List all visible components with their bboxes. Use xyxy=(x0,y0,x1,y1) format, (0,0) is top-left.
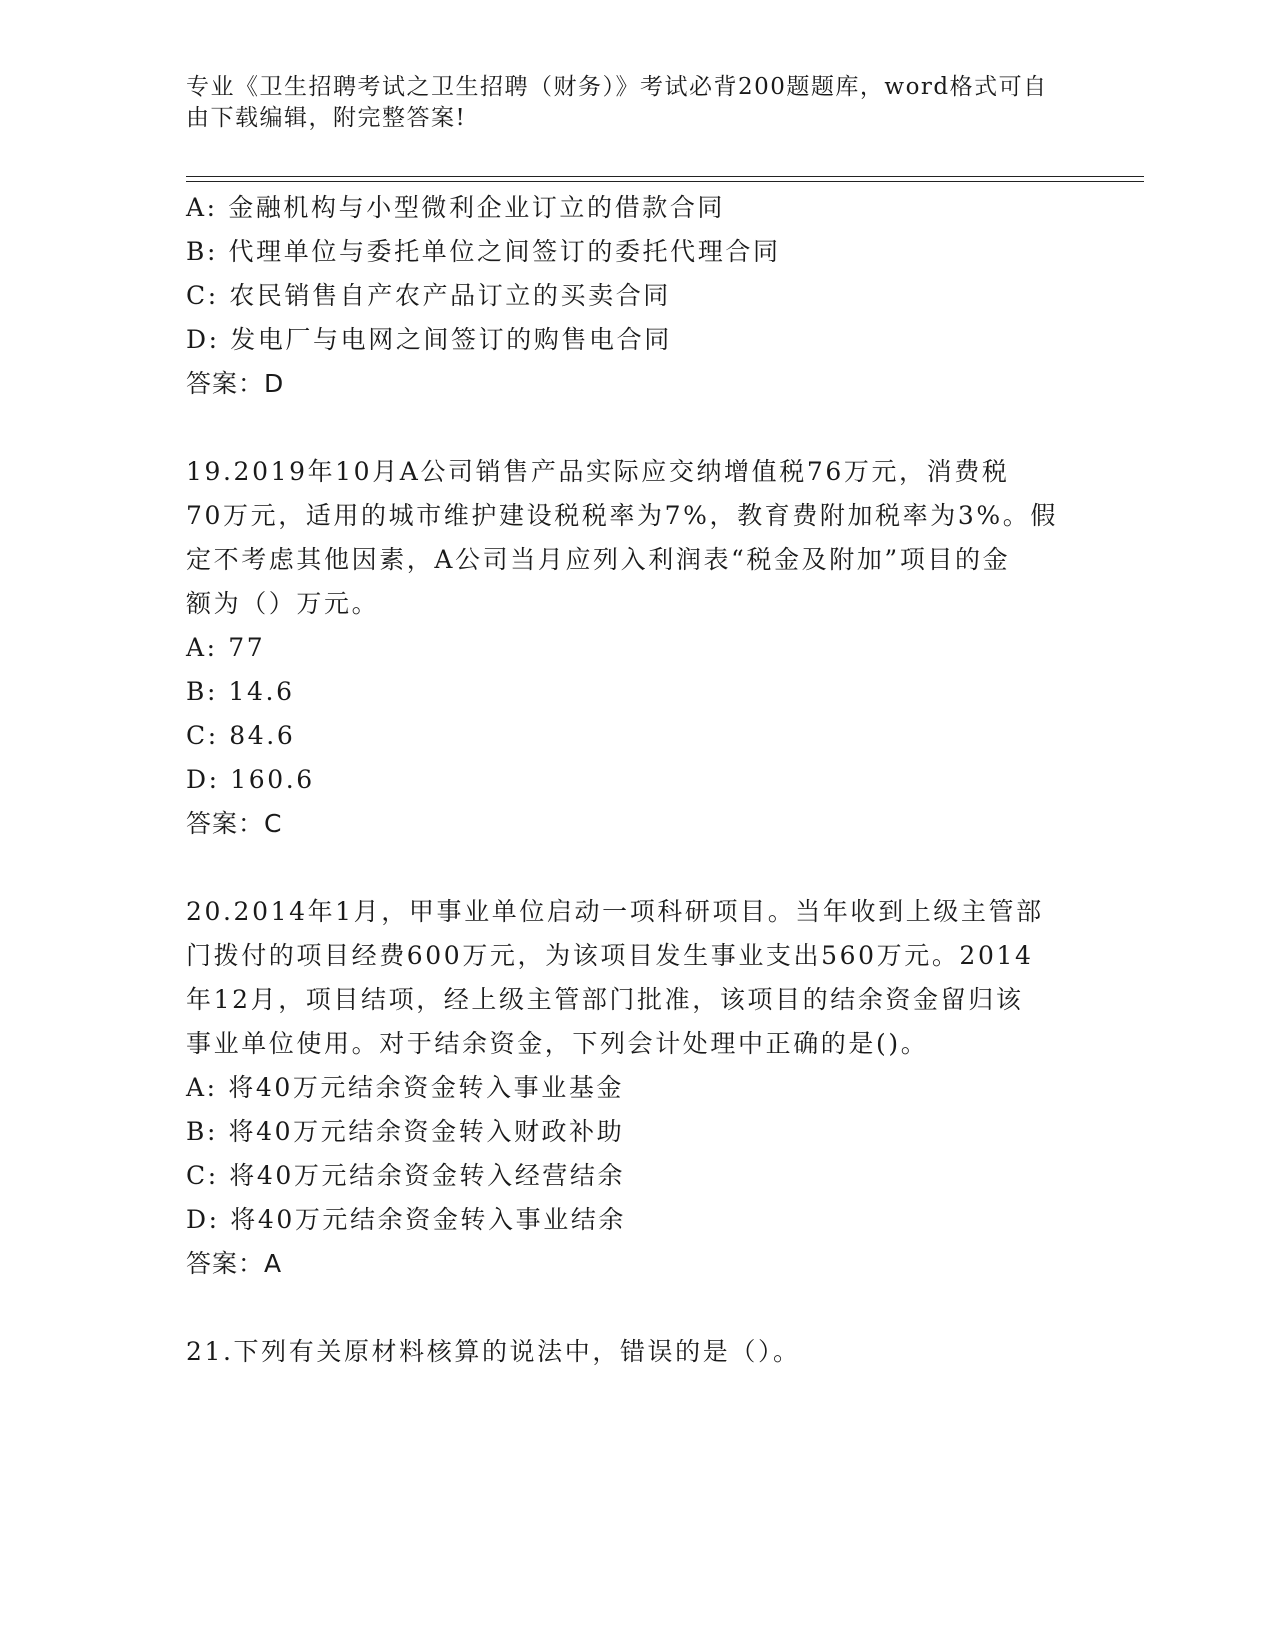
document-header xyxy=(186,72,1066,134)
q18-option-c: C: 农民销售自产农产品订立的买卖合同 xyxy=(186,281,671,310)
q18-option-d: D: 发电厂与电网之间签订的购售电合同 xyxy=(186,325,672,354)
q19-option-c: C: 84.6 xyxy=(186,721,296,750)
q18-option-a: A: 金融机构与小型微利企业订立的借款合同 xyxy=(186,193,726,222)
q19-option-b: B: 14.6 xyxy=(186,677,295,706)
header-divider-bottom xyxy=(186,181,1144,182)
header-line-2: 由下载编辑，附完整答案! xyxy=(186,105,467,131)
q21-stem-line-1: 21.下列有关原材料核算的说法中，错误的是（）。 xyxy=(186,1337,801,1366)
q20-answer: 答案：A xyxy=(186,1249,283,1278)
q20-stem-line-3: 年12月，项目结项，经上级主管部门批准，该项目的结余资金留归该 xyxy=(186,985,1024,1014)
q19-stem-line-3: 定不考虑其他因素，A公司当月应列入利润表“税金及附加”项目的金 xyxy=(186,545,1011,574)
q20-stem-line-4: 事业单位使用。对于结余资金，下列会计处理中正确的是()。 xyxy=(186,1029,929,1058)
header-divider-top xyxy=(186,176,1144,177)
header-line-1: 专业《卫生招聘考试之卫生招聘（财务）》考试必背200题题库，word格式可自 xyxy=(186,74,1048,100)
q19-option-d: D: 160.6 xyxy=(186,765,315,794)
q20-option-b: B: 将40万元结余资金转入财政补助 xyxy=(186,1117,625,1146)
q20-option-c: C: 将40万元结余资金转入经营结余 xyxy=(186,1161,626,1190)
q20-option-d: D: 将40万元结余资金转入事业结余 xyxy=(186,1205,627,1234)
q19-stem-line-1: 19.2019年10月A公司销售产品实际应交纳增值税76万元，消费税 xyxy=(186,457,1010,486)
q20-stem-line-2: 门拨付的项目经费600万元，为该项目发生事业支出560万元。2014 xyxy=(186,941,1034,970)
q19-option-a: A: 77 xyxy=(186,633,266,662)
q19-answer: 答案：C xyxy=(186,809,283,838)
q19-stem-line-2: 70万元，适用的城市维护建设税税率为7%，教育费附加税率为3%。假 xyxy=(186,501,1058,530)
q18-option-b: B: 代理单位与委托单位之间签订的委托代理合同 xyxy=(186,237,781,266)
q18-answer: 答案：D xyxy=(186,369,285,398)
q19-stem-line-4: 额为（）万元。 xyxy=(186,589,380,618)
q20-stem-line-1: 20.2014年1月，甲事业单位启动一项科研项目。当年收到上级主管部 xyxy=(186,897,1044,926)
q20-option-a: A: 将40万元结余资金转入事业基金 xyxy=(186,1073,625,1102)
